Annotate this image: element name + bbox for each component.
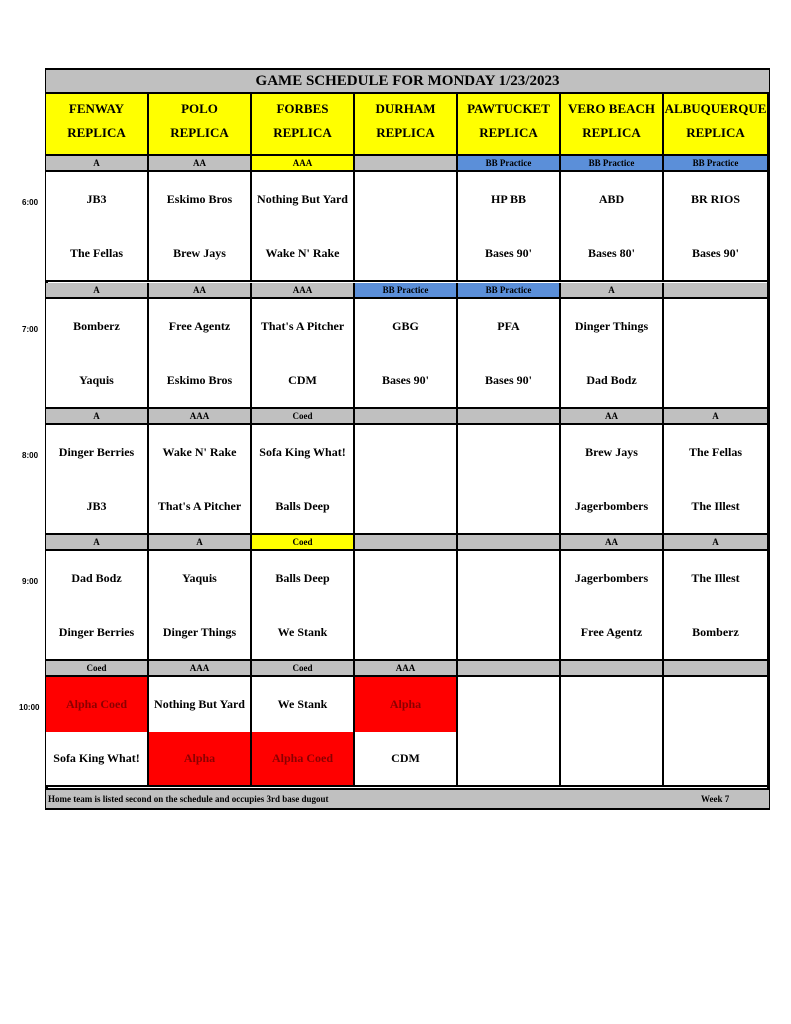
division-label: Coed <box>252 535 355 551</box>
time-label: 6:00 <box>22 198 39 207</box>
home-team: Sofa King What! <box>46 732 149 787</box>
field-subtitle: REPLICA <box>686 125 745 140</box>
division-label: Coed <box>46 661 149 677</box>
division-label: A <box>46 283 149 299</box>
away-team <box>458 551 561 606</box>
division-label: AA <box>561 409 664 425</box>
away-team: Nothing But Yard <box>149 677 252 732</box>
home-team <box>355 480 458 535</box>
away-team <box>355 551 458 606</box>
home-team: Dinger Berries <box>46 606 149 661</box>
division-label <box>355 535 458 551</box>
away-team: Dinger Things <box>561 299 664 354</box>
away-team: GBG <box>355 299 458 354</box>
division-label <box>458 535 561 551</box>
field-header <box>458 94 561 156</box>
away-team <box>458 677 561 732</box>
division-label: A <box>46 535 149 551</box>
home-team: Jagerbombers <box>561 480 664 535</box>
home-team <box>664 354 769 409</box>
away-team <box>664 677 769 732</box>
field-header <box>46 94 149 156</box>
division-label: AA <box>561 535 664 551</box>
field-name: POLO <box>181 101 218 116</box>
away-team: Alpha <box>355 677 458 732</box>
time-label: 10:00 <box>19 703 40 712</box>
division-label: A <box>46 409 149 425</box>
field-header <box>252 94 355 156</box>
division-label: A <box>149 535 252 551</box>
time-label: 7:00 <box>22 325 39 334</box>
home-team: Yaquis <box>46 354 149 409</box>
home-team: Wake N' Rake <box>252 227 355 282</box>
time-label: 9:00 <box>22 577 39 586</box>
away-team: BR RIOS <box>664 172 769 227</box>
away-team: HP BB <box>458 172 561 227</box>
field-name: ALBUQUERQUE <box>664 101 767 116</box>
field-header <box>355 94 458 156</box>
division-label: BB Practice <box>561 156 664 172</box>
field-header <box>561 94 664 156</box>
away-team: Dinger Berries <box>46 425 149 480</box>
division-label: A <box>46 156 149 172</box>
away-team: Brew Jays <box>561 425 664 480</box>
division-label: AAA <box>252 156 355 172</box>
home-team: Alpha Coed <box>252 732 355 787</box>
home-team: Bases 80' <box>561 227 664 282</box>
division-label: BB Practice <box>458 156 561 172</box>
schedule-title: GAME SCHEDULE FOR MONDAY 1/23/2023 <box>46 70 769 94</box>
home-team: Bases 90' <box>355 354 458 409</box>
time-label: 8:00 <box>22 451 39 460</box>
division-label: Coed <box>252 661 355 677</box>
home-team: Alpha <box>149 732 252 787</box>
field-name: FORBES <box>276 101 329 116</box>
division-label <box>458 661 561 677</box>
home-team: Bomberz <box>664 606 769 661</box>
home-team-note: Home team is listed second on the schedule and occupies 3rd base dugout <box>48 794 329 804</box>
home-team: That's A Pitcher <box>149 480 252 535</box>
home-team: Dinger Things <box>149 606 252 661</box>
division-label: AA <box>149 156 252 172</box>
away-team: Nothing But Yard <box>252 172 355 227</box>
field-subtitle: REPLICA <box>479 125 538 140</box>
division-label <box>664 283 769 299</box>
away-team: Free Agentz <box>149 299 252 354</box>
division-label: AAA <box>252 283 355 299</box>
home-team: The Fellas <box>46 227 149 282</box>
home-team: Brew Jays <box>149 227 252 282</box>
away-team: Alpha Coed <box>46 677 149 732</box>
week-label: Week 7 <box>701 794 730 804</box>
away-team: That's A Pitcher <box>252 299 355 354</box>
home-team: Bases 90' <box>458 354 561 409</box>
division-label: BB Practice <box>664 156 769 172</box>
away-team: Yaquis <box>149 551 252 606</box>
away-team: Bomberz <box>46 299 149 354</box>
home-team: JB3 <box>46 480 149 535</box>
field-subtitle: REPLICA <box>582 125 641 140</box>
away-team: Eskimo Bros <box>149 172 252 227</box>
away-team <box>355 425 458 480</box>
away-team: ABD <box>561 172 664 227</box>
home-team <box>458 480 561 535</box>
away-team <box>458 425 561 480</box>
division-label <box>355 156 458 172</box>
home-team <box>355 606 458 661</box>
home-team <box>664 732 769 787</box>
away-team: JB3 <box>46 172 149 227</box>
division-label <box>355 409 458 425</box>
home-team: Eskimo Bros <box>149 354 252 409</box>
division-label: BB Practice <box>355 283 458 299</box>
field-header <box>149 94 252 156</box>
away-team <box>664 299 769 354</box>
division-label <box>561 661 664 677</box>
away-team: Sofa King What! <box>252 425 355 480</box>
field-subtitle: REPLICA <box>67 125 126 140</box>
division-label: A <box>664 535 769 551</box>
away-team: PFA <box>458 299 561 354</box>
field-subtitle: REPLICA <box>376 125 435 140</box>
home-team: CDM <box>355 732 458 787</box>
home-team: Bases 90' <box>458 227 561 282</box>
division-label: AAA <box>149 661 252 677</box>
schedule-footer <box>46 788 769 808</box>
away-team: Balls Deep <box>252 551 355 606</box>
division-label <box>458 409 561 425</box>
away-team: The Illest <box>664 551 769 606</box>
away-team: Wake N' Rake <box>149 425 252 480</box>
away-team: Jagerbombers <box>561 551 664 606</box>
division-label <box>664 661 769 677</box>
division-label: Coed <box>252 409 355 425</box>
division-label: AAA <box>355 661 458 677</box>
away-team: The Fellas <box>664 425 769 480</box>
home-team: We Stank <box>252 606 355 661</box>
home-team: Free Agentz <box>561 606 664 661</box>
away-team: Dad Bodz <box>46 551 149 606</box>
home-team <box>458 732 561 787</box>
home-team <box>355 227 458 282</box>
field-name: DURHAM <box>375 101 436 116</box>
home-team: Balls Deep <box>252 480 355 535</box>
away-team <box>355 172 458 227</box>
home-team: The Illest <box>664 480 769 535</box>
field-name: FENWAY <box>68 101 125 116</box>
division-label: AA <box>149 283 252 299</box>
field-header <box>664 94 769 156</box>
division-label: A <box>664 409 769 425</box>
home-team: Dad Bodz <box>561 354 664 409</box>
away-team: We Stank <box>252 677 355 732</box>
home-team <box>561 732 664 787</box>
home-team <box>458 606 561 661</box>
division-label: A <box>561 283 664 299</box>
division-label: BB Practice <box>458 283 561 299</box>
field-name: VERO BEACH <box>567 101 656 116</box>
field-subtitle: REPLICA <box>273 125 332 140</box>
field-name: PAWTUCKET <box>467 101 550 116</box>
away-team <box>561 677 664 732</box>
field-subtitle: REPLICA <box>170 125 229 140</box>
division-label: AAA <box>149 409 252 425</box>
home-team: Bases 90' <box>664 227 769 282</box>
home-team: CDM <box>252 354 355 409</box>
